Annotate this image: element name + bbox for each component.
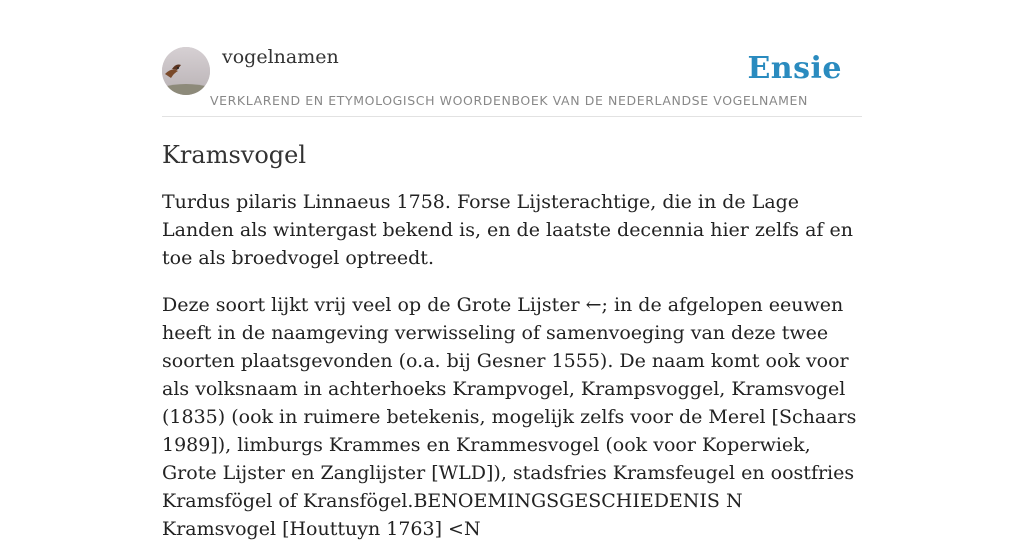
article-paragraph-2: Deze soort lijkt vrij veel op de Grote Lijster ←; in de afgelopen eeuwen heeft in de naamgeving verwisseling of samenvoeging van deze twee soorten plaatsgevonden (o.a. bij Gesner 1555). De naam komt ook voor als volksnaam in achterhoeks Krampvogel, Krampsvoggel, Kramsvogel (1835) (ook in ruimere betekenis, mogelijk zelfs voor de Merel [Schaars 1989]), limburgs Krammes en Krammesvogel (ook voor Koperwiek, Grote Lijster en Zanglijster [WLD]), stadsfries Kramsfeugel en oostfries Kramsfögel of Kransfögel.BENOEMINGSGESCHIEDENIS N Kramsvogel [Houttuyn 1763] <N [162,294,857,540]
article [162,138,862,543]
avatar[interactable] [162,47,210,95]
article-title: Kramsvogel [162,141,307,169]
site-name-link[interactable]: vogelnamen [222,46,339,68]
article-paragraph-1: Turdus pilaris Linnaeus 1758. Forse Lijsterachtige, die in de Lage Landen als wintergast bekend is, en de laatste decennia hier zelfs af en toe als broedvogel optreedt. [162,191,853,269]
site-subtitle: VERKLAREND EN ETYMOLOGISCH WOORDENBOEK VAN DE NEDERLANDSE VOGELNAMEN [210,93,808,108]
ensie-logo-link[interactable]: Ensie [747,51,842,86]
site-header [162,0,862,117]
bird-avatar-image [162,47,210,95]
